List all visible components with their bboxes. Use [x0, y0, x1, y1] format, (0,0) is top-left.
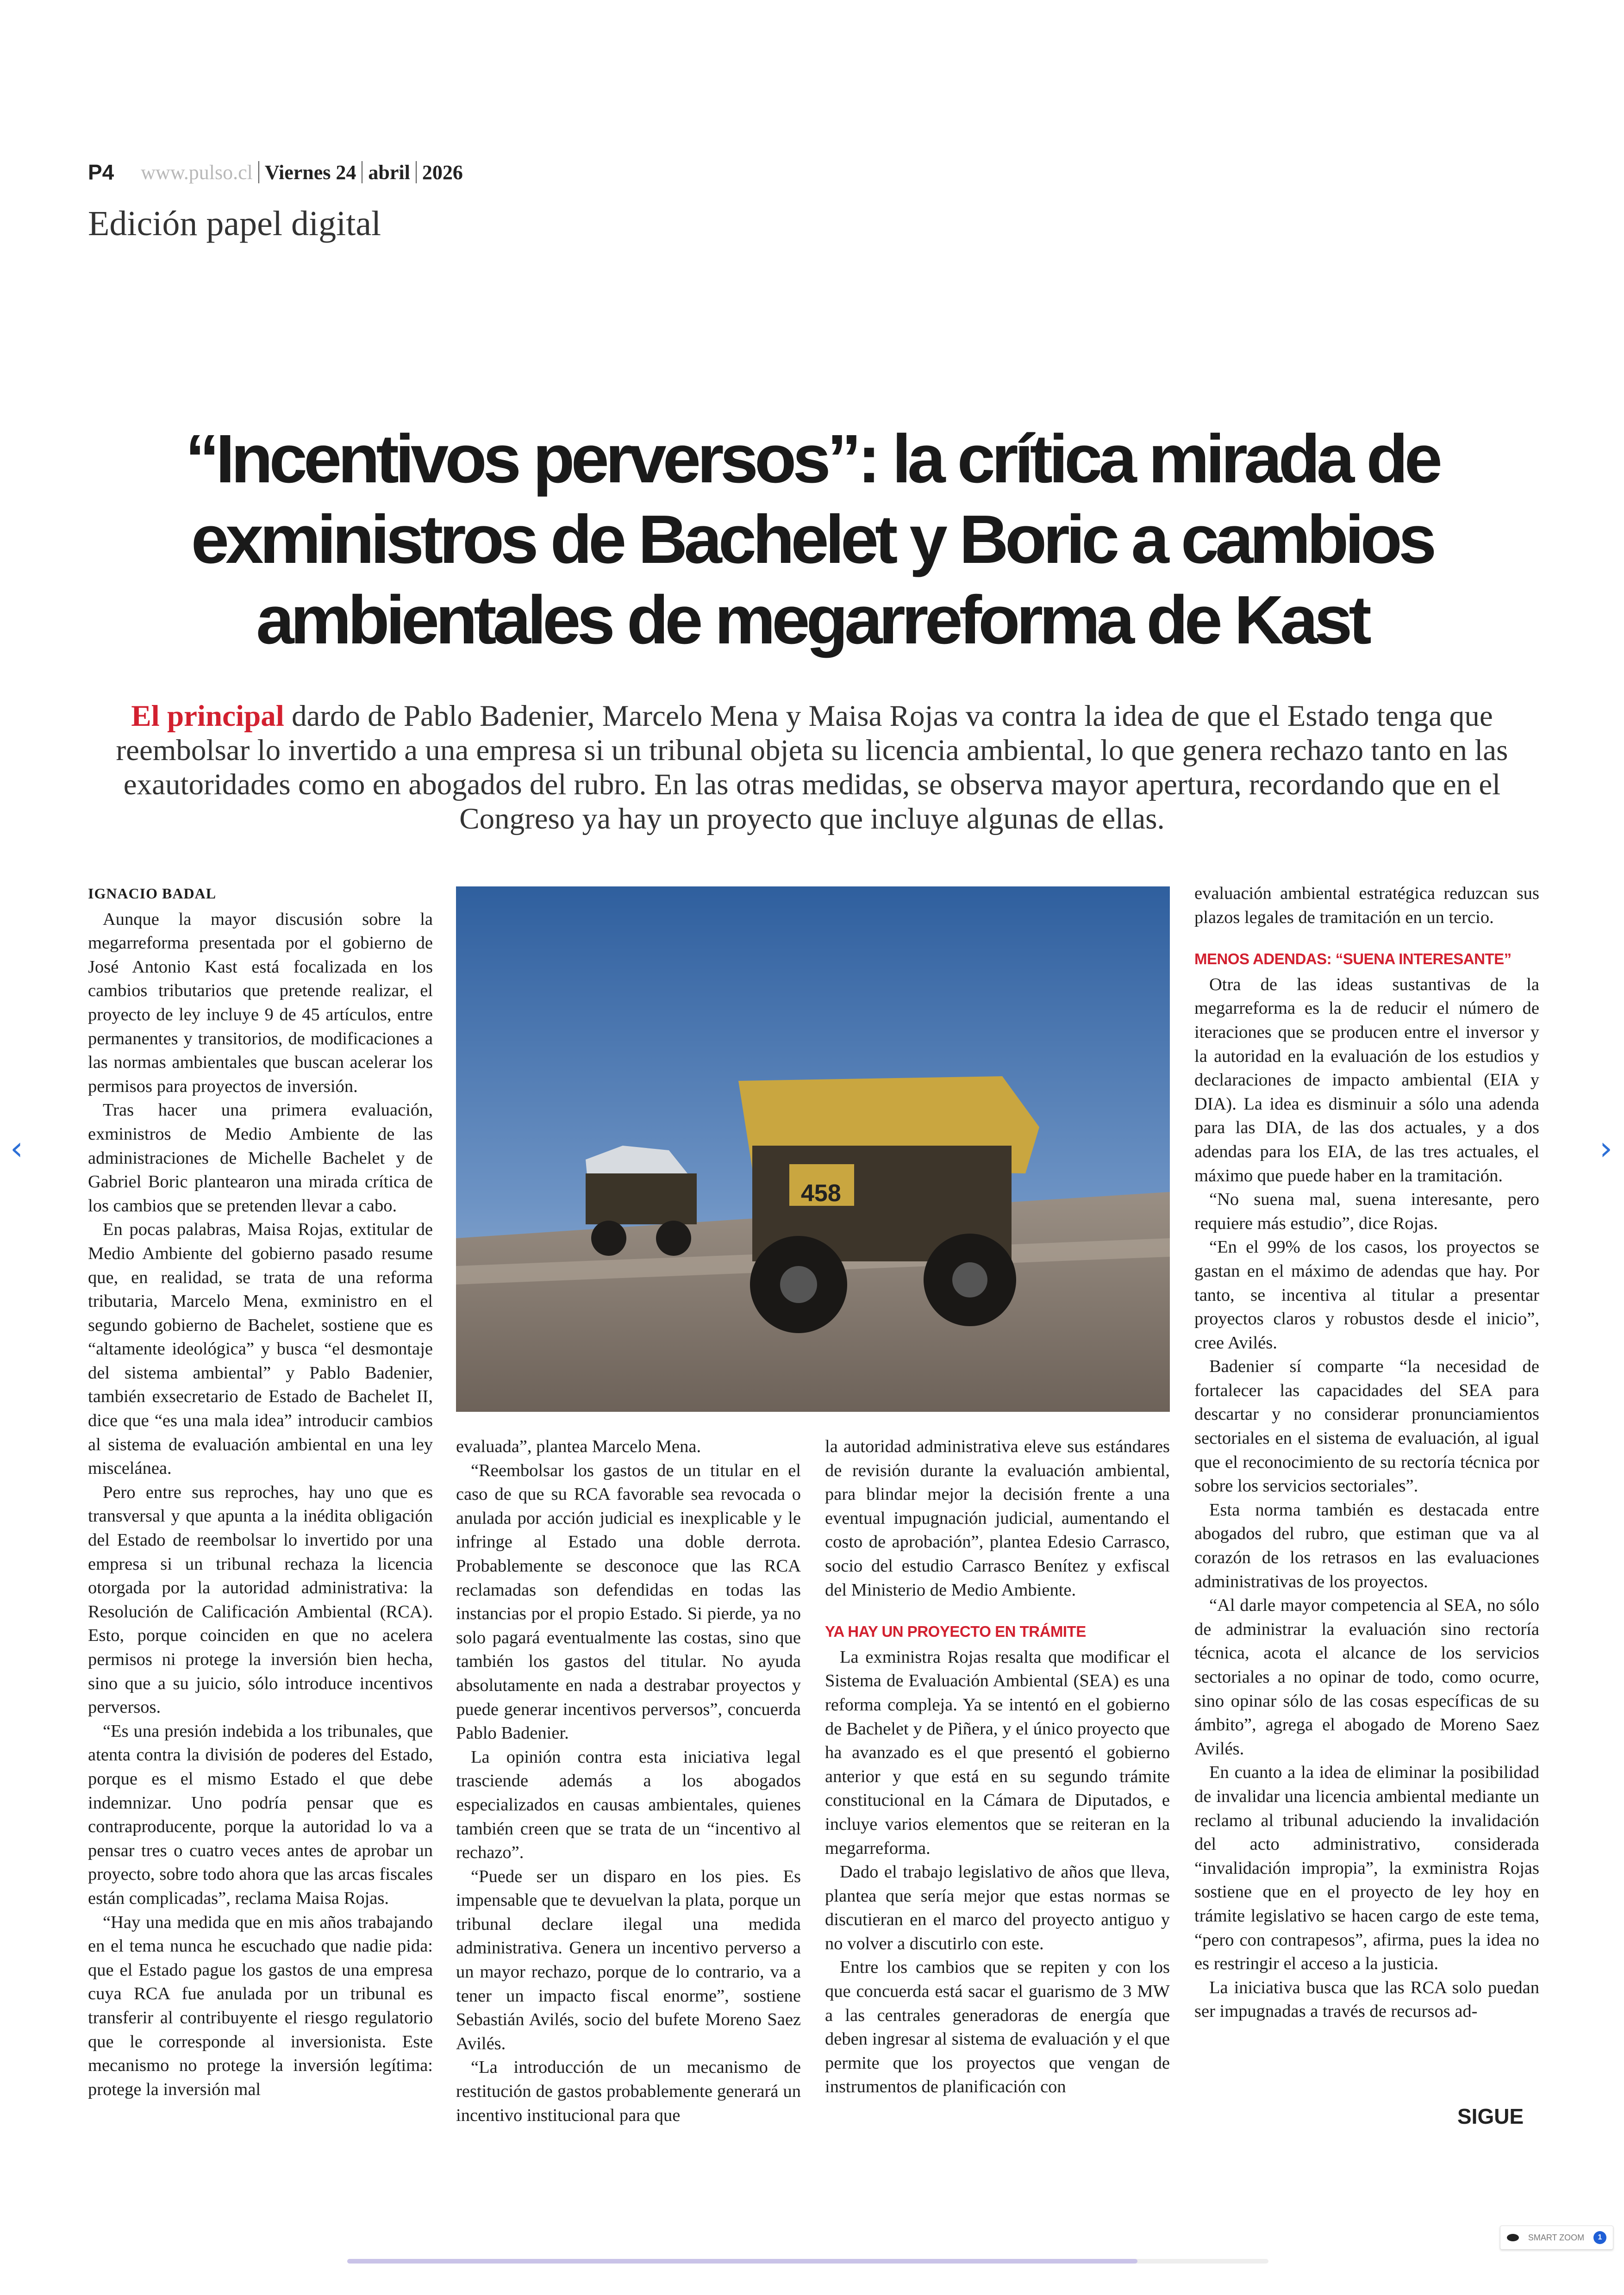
- date-month: abril: [368, 161, 410, 184]
- masthead: [88, 160, 463, 185]
- column-4: [1194, 882, 1539, 2024]
- page-number: P4: [88, 160, 114, 184]
- paragraph: “Puede ser un disparo en los pies. Es impensable que te devuelvan la plata, porque un tribunal declare ilegal una medida administrativa. Genera un incentivo perverso a un mayor rechazo, porque de lo contrario, va a tener un impacto fiscal enorme”, sostiene Sebastián Avilés, socio del bufete Moreno Saez Avilés.: [456, 1866, 801, 2053]
- paragraph: “En el 99% de los casos, los proyectos se gastan en el máximo de adendas que hay. Por tanto, se incentiva al titular a presentar proyectos claros y robustos desde el inicio”, cree Avilés.: [1194, 1237, 1539, 1353]
- paragraph: evaluación ambiental estratégica reduzcan sus plazos legales de tramitación en un tercio.: [1194, 884, 1539, 927]
- edition-label: Edición papel digital: [88, 204, 381, 243]
- column-1: [88, 882, 433, 2102]
- subheading: MENOS ADENDAS: “SUENA INTERESANTE”: [1194, 950, 1512, 968]
- paragraph: “No suena mal, suena interesante, pero requiere más estudio”, dice Rojas.: [1194, 1190, 1539, 1233]
- subheading: YA HAY UN PROYECTO EN TRÁMITE: [825, 1623, 1086, 1640]
- paragraph: Esta norma también es destacada entre abogados del rubro, que estiman que va al corazón de los retrasos en las evaluaciones administrativas de los proyectos.: [1194, 1500, 1539, 1591]
- deck-lead: El principal: [131, 699, 284, 733]
- date-day: Viernes 24: [264, 161, 356, 184]
- site-url[interactable]: www.pulso.cl: [141, 161, 253, 184]
- paragraph: En cuanto a la idea de eliminar la posibilidad de invalidar una licencia ambiental mediante un reclamo al tribunal aduciendo la invalidación del acto administrativo, considerada “invalidación impropia”, la exministra Rojas sostiene que en el proyecto de ley hoy en trámite legislativo se hacen cargo de este tema, “pero con contrapesos”, afirma, pues la idea no es restringir el acceso a la justicia.: [1194, 1763, 1539, 1974]
- deck-text: dardo de Pablo Badenier, Marcelo Mena y Maisa Rojas va contra la idea de que el Estado tenga que reembolsar lo invertido a una empresa si un tribunal objeta su licencia ambiental, lo que genera rechazo tanto en las exautoridades como en abogados del rubro. En las otras medidas, se observa mayor apertura, recordando que en el Congreso ya hay un proyecto que incluye algunas de ellas.: [116, 699, 1508, 836]
- paragraph: “Al darle mayor competencia al SEA, no sólo de administrar la evaluación sino rectoría técnica, acota el alcance de los servicios sectoriales a no opinar de todo, como ocurre, sino opinar sólo de las cosas específicas de su ámbito”, agrega el abogado de Moreno Saez Avilés.: [1194, 1596, 1539, 1759]
- article-photo-mining-trucks: [456, 886, 1170, 1412]
- truck-number: 458: [801, 1180, 841, 1207]
- paragraph: “Reembolsar los gastos de un titular en el caso de que su RCA favorable sea revocada o anulada por acción judicial es inexplicable y le infringe al Estado una doble derrota. Probablemente se desconoce que las RCA reclamadas son defendidas en todas las instancias por el propio Estado. Si pierde, ya no solo pagará eventualmente las costas, sino que también los gastos del titular. No ayuda absolutamente en nada a destrabar proyectos y puede generar incentivos perversos”, concuerda Pablo Badenier.: [456, 1460, 801, 1743]
- paragraph: La iniciativa busca que las RCA solo puedan ser impugnadas a través de recursos ad-: [1194, 1977, 1539, 2021]
- chevron-right-icon[interactable]: ›: [1599, 1129, 1612, 1167]
- paragraph: En pocas palabras, Maisa Rojas, extitular de Medio Ambiente del gobierno pasado resume que, en realidad, se trata de una reforma tributaria, Marcelo Mena, exministro en el segundo gobierno de Bachelet, sostiene que es “altamente ideológica” y busca “el desmontaje del sistema ambiental” y Pablo Badenier, también exsecretario de Estado de Bachelet II, dice que “es una mala idea” introducir cambios al sistema de evaluación ambiental en una ley miscelánea.: [88, 1220, 433, 1478]
- paragraph: “Hay una medida que en mis años trabajando en el tema nunca he escuchado que nadie pida: que el Estado pague los gastos de una empresa cuya RCA fue anulada por un tribunal es transferir al contribuyente el riesgo regulatorio que le corresponde al inversionista. Este mecanismo no protege la inversión legítima: protege la inversión mal: [88, 1912, 433, 2099]
- byline: IGNACIO BADAL: [88, 885, 217, 902]
- headline-line: “Incentivos perversos”: la crítica mirada de: [185, 421, 1439, 497]
- paragraph: Pero entre sus reproches, hay uno que es transversal y que apunta a la inédita obligación del Estado de reembolsar lo invertido por una empresa si un tribunal rechaza la licencia otorgada por la autoridad administrativa: la Resolución de Calificación Ambiental (RCA). Esto, porque coinciden en que no acelera permisos ni protege la inversión bien hecha, sino que a su juicio, sólo introduce incentivos perversos.: [88, 1482, 433, 1717]
- paragraph: Otra de las ideas sustantivas de la megarreforma es la de reducir el número de iteraciones que se producen entre el inversor y la autoridad en la evaluación de los estudios y declaraciones de impacto ambiental (EIA y DIA). La idea es disminuir a sólo una adenda para las DIA, de las dos actuales, y a dos adendas para los EIA, de las tres actuales, el máximo que puede haber en la tramitación.: [1194, 974, 1539, 1185]
- continue-label: SIGUE: [1457, 2104, 1524, 2128]
- paragraph: evaluada”, plantea Marcelo Mena.: [456, 1437, 701, 1456]
- paragraph: la autoridad administrativa eleve sus estándares de revisión durante la evaluación ambiental, para blindar mejor la decisión frente a una eventual impugnación judicial, aumentando el costo de aprobación”, plantea Edesio Carrasco, socio del estudio Carrasco Benítez y exfiscal del Ministerio de Medio Ambiente.: [825, 1437, 1170, 1600]
- paragraph: “Es una presión indebida a los tribunales, que atenta contra la división de poderes del Estado, porque es el mismo Estado el que debe indemnizar. Uno podría pensar que es contraproducente, porque la autoridad lo va a pensar tres o cuatro veces antes de aprobar un proyecto, sobre todo ahora que las arcas fiscales están complicadas”, reclama Maisa Rojas.: [88, 1721, 433, 1908]
- column-2: [456, 1435, 801, 2127]
- headline: [69, 419, 1555, 661]
- paragraph: Dado el trabajo legislativo de años que lleva, plantea que sería mejor que estas normas se discutieran en el marco del proyecto antiguo y no volver a discutirlo con este.: [825, 1862, 1170, 1953]
- smart-zoom-label: SMART ZOOM: [1528, 2233, 1585, 2242]
- paragraph: Tras hacer una primera evaluación, exministros de Medio Ambiente de las administraciones de Michelle Bachelet y de Gabriel Boric plantearon una mirada crítica de los cambios que se pretenden llevar a cabo.: [88, 1100, 433, 1216]
- divider: [258, 161, 259, 183]
- smart-zoom-button[interactable]: [1500, 2226, 1613, 2250]
- paragraph: Entre los cambios que se repiten y con los que concuerda está sacar el guarismo de 3 MW a las centrales generadoras de energía que deben ingresar al sistema de evaluación y el que permite que los proyectos que vengan de instrumentos de planificación con: [825, 1958, 1170, 2097]
- paragraph: La exministra Rojas resalta que modificar el Sistema de Evaluación Ambiental (SEA) es una reforma compleja. Ya se intentó en el gobierno de Bachelet y de Piñera, y el único proyecto que ha avanzado es el que presentó el gobierno anterior y que está en su segundo trámite constitucional en la Cámara de Diputados, e incluye varios elementos que se reiteran en la megarreforma.: [825, 1647, 1170, 1858]
- chevron-left-icon[interactable]: ‹: [10, 1129, 23, 1167]
- paragraph: “La introducción de un mecanismo de restitución de gastos probablemente generará un incentivo institucional para que: [456, 2058, 801, 2125]
- page-scrollbar[interactable]: [347, 2259, 1268, 2264]
- paragraph: Badenier sí comparte “la necesidad de fortalecer las capacidades del SEA para descartar y no considerar pronunciamientos sectoriales en el sistema de evaluación, al igual que el reconocimiento de su rectoría técnica por sobre los servicios sectoriales”.: [1194, 1357, 1539, 1496]
- paragraph: La opinión contra esta iniciativa legal trasciende además a los abogados especializados en causas ambientales, quienes también creen que se trata de un “incentivo al rechazo”.: [456, 1747, 801, 1863]
- scrollbar-thumb[interactable]: [347, 2259, 1137, 2264]
- divider: [416, 161, 417, 183]
- headline-line: exministros de Bachelet y Boric a cambios: [191, 501, 1433, 578]
- deck: [102, 699, 1522, 836]
- eye-icon: [1507, 2234, 1519, 2241]
- headline-line: ambientales de megarreforma de Kast: [256, 582, 1368, 658]
- smart-zoom-badge: 1: [1593, 2231, 1606, 2244]
- date-year: 2026: [422, 161, 463, 184]
- column-3: [825, 1435, 1170, 2099]
- paragraph: Aunque la mayor discusión sobre la megarreforma presentada por el gobierno de José Antonio Kast está focalizada en los cambios tributarios que pretende realizar, el proyecto de ley incluye 9 de 45 artículos, entre permanentes y transitorios, de modificaciones a las normas ambientales que buscan acelerar los permisos para proyectos de inversión.: [88, 909, 433, 1096]
